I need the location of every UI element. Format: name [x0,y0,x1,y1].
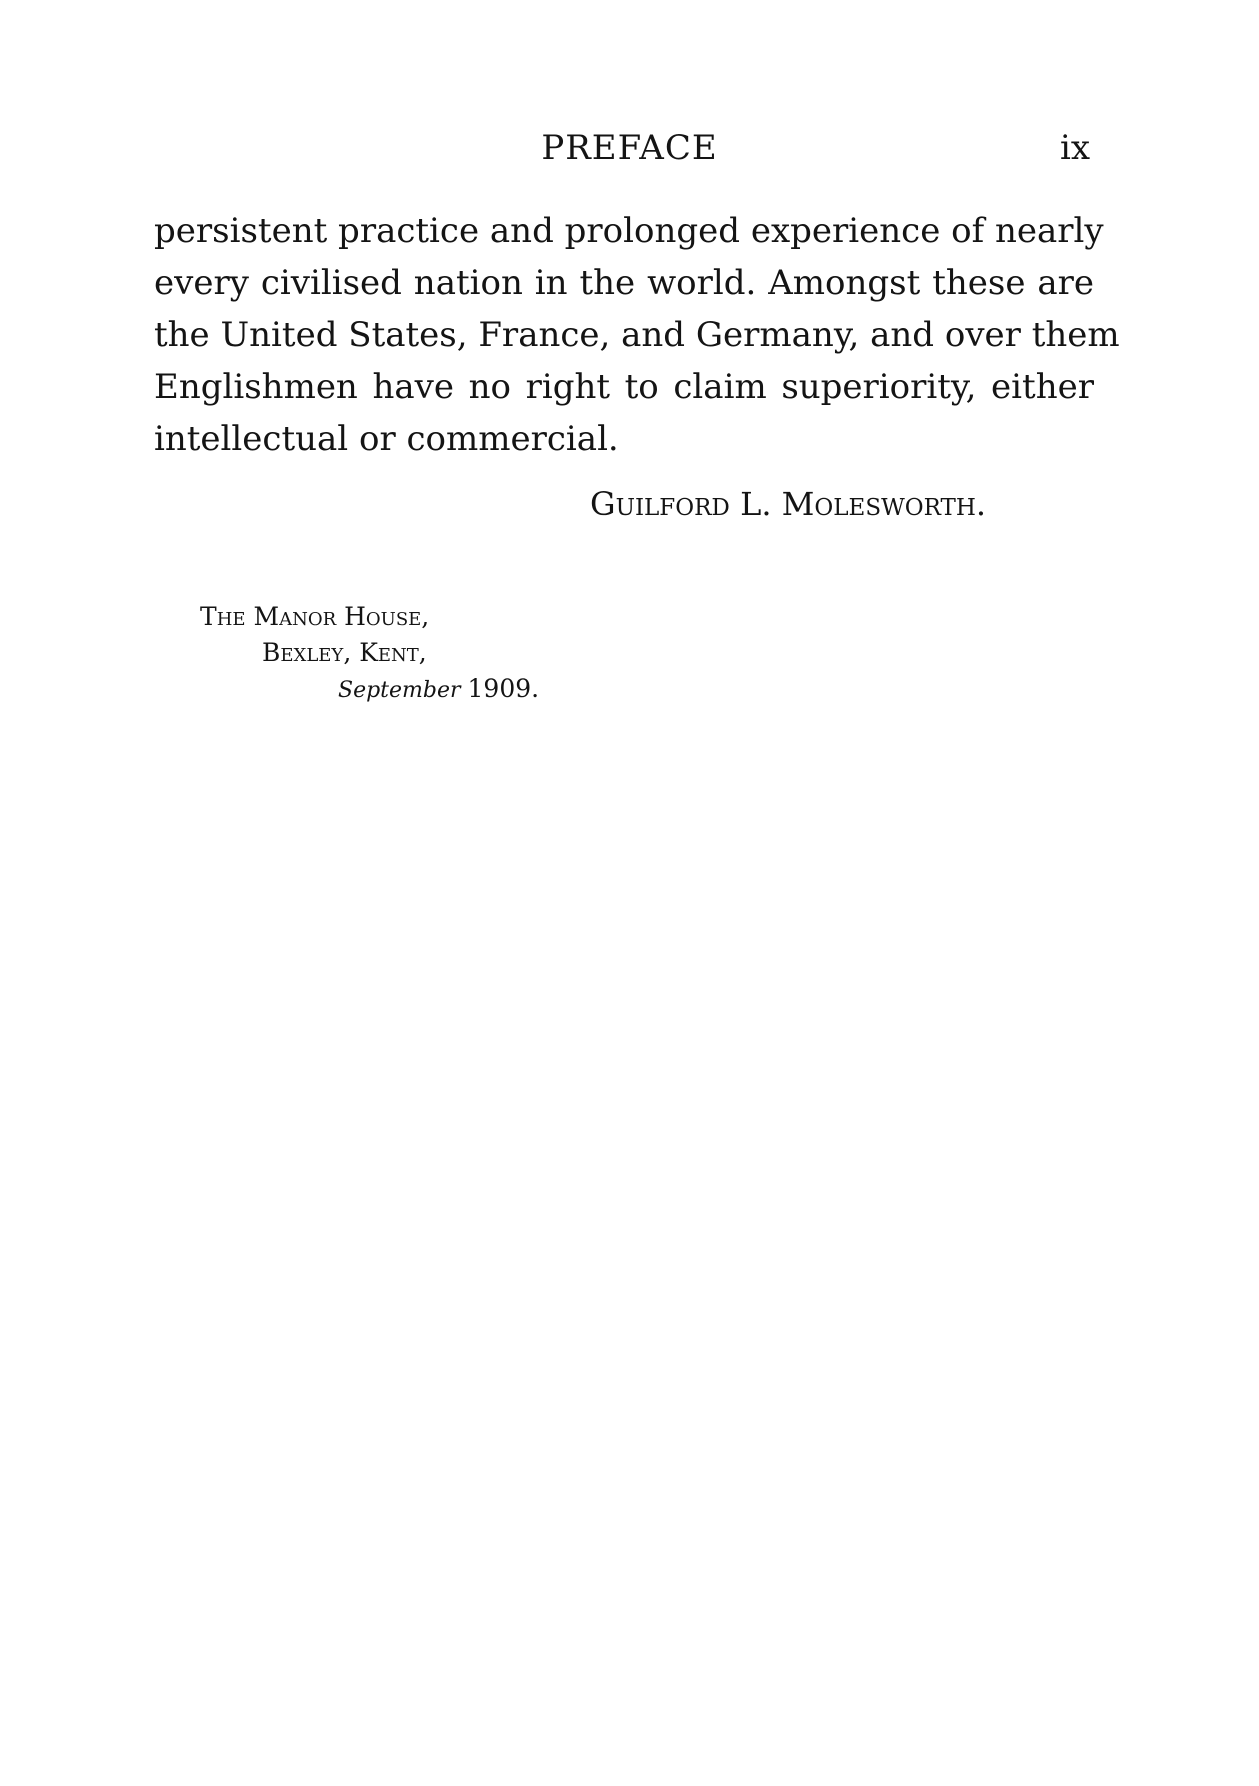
author-name: GUILFORD L. MOLESWORTH. [590,485,987,523]
paragraph-line: Englishmen have no right to claim superiority, either [154,367,1094,407]
address-block [200,600,539,707]
date-month: September [338,678,461,703]
preface-paragraph [154,205,1120,465]
paragraph-line: persistent practice and prolonged experience of nearly [154,211,1104,251]
paragraph-line: intellectual or commercial. [154,419,619,459]
address-line [200,600,539,636]
running-title: PREFACE [541,128,718,168]
paragraph-line: the United States, France, and Germany, and over them [154,315,1120,355]
author-signature [590,485,986,523]
address-line [262,636,539,672]
date-year: 1909. [467,674,540,703]
address-town: BEXLEY, KENT, [262,638,427,667]
address-date [338,672,539,707]
address-house: THE MANOR HOUSE, [200,602,430,631]
page-number: ix [1060,128,1091,168]
paragraph-line: every civilised nation in the world. Amongst these are [154,263,1094,303]
